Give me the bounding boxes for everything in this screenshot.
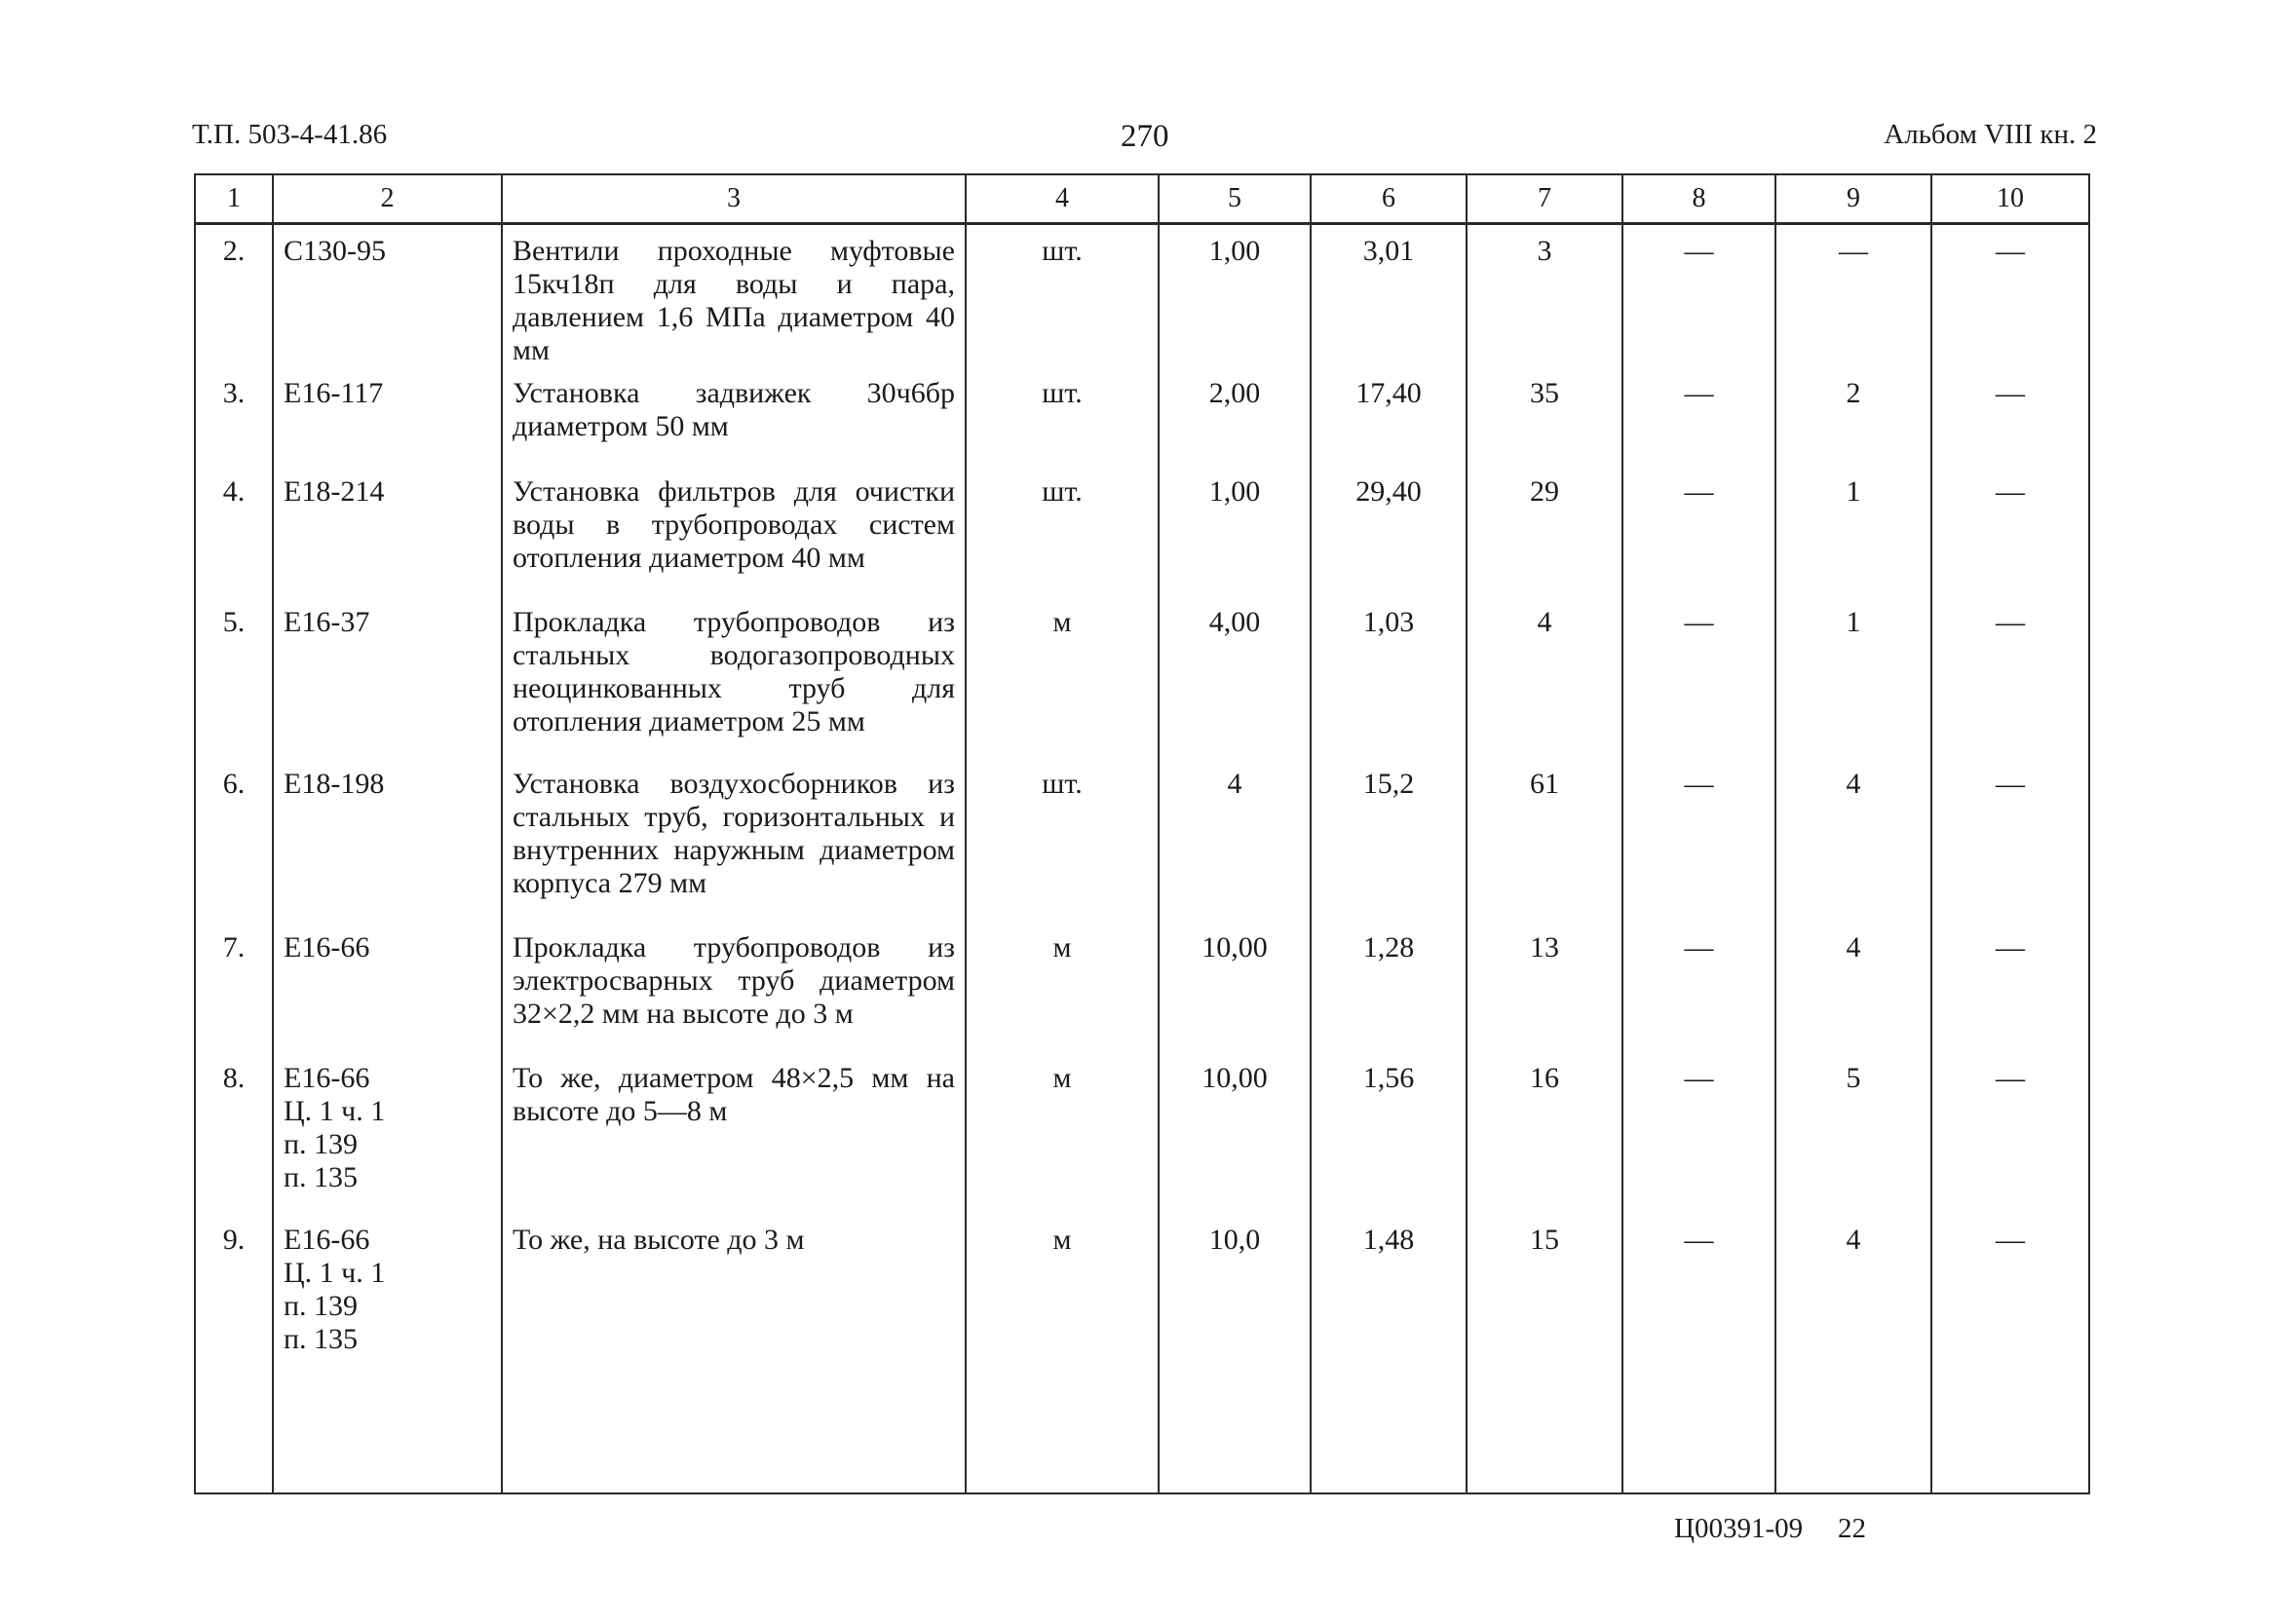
norm-code-line: Е18-198 (284, 768, 385, 800)
document-code: Т.П. 503-4-41.86 (192, 119, 388, 150)
norm-code-line: Е16-66 (284, 1224, 370, 1256)
column-header: 7 (1467, 174, 1622, 224)
table-row (195, 1052, 2089, 1214)
unit-of-measure: м (966, 922, 1159, 1052)
unit-of-measure: шт. (966, 758, 1159, 922)
norm-code (273, 367, 502, 466)
quantity-cell: 2,00 (1159, 367, 1311, 466)
unit-of-measure: м (966, 1052, 1159, 1214)
norm-code-line: С130-95 (284, 235, 386, 267)
work-description: Установка фильтров для очистки воды в трубопроводах систем отопления диаметром 40 мм (502, 466, 966, 596)
value-cell-10: — (1931, 367, 2089, 466)
value-cell-7: 16 (1467, 1052, 1622, 1214)
estimate-table (194, 173, 2090, 1494)
column-header: 4 (966, 174, 1159, 224)
value-cell-10: — (1931, 922, 2089, 1052)
norm-code-line: Е16-37 (284, 606, 370, 638)
value-cell-9: 4 (1775, 1214, 1931, 1493)
work-description: Прокладка трубопроводов из электросварных труб диаметром 32×2,2 мм на высоте до 3 м (502, 922, 966, 1052)
norm-code-line: п. 135 (284, 1323, 359, 1355)
work-description: Установка воздухосборников из стальных труб, горизонтальных и внутренних наружным диаметром корпуса 279 мм (502, 758, 966, 922)
norm-code-line: п. 135 (284, 1161, 359, 1193)
row-number: 3. (195, 367, 273, 466)
table-body (195, 224, 2089, 1494)
work-description: То же, на высоте до 3 м (502, 1214, 966, 1493)
quantity-cell: 1,00 (1159, 224, 1311, 368)
column-header: 9 (1775, 174, 1931, 224)
quantity-cell: 4 (1159, 758, 1311, 922)
table-row (195, 758, 2089, 922)
row-number: 2. (195, 224, 273, 368)
value-cell-8: — (1622, 922, 1775, 1052)
value-cell-8: — (1622, 1214, 1775, 1493)
value-cell-9: — (1775, 224, 1931, 368)
unit-of-measure: м (966, 1214, 1159, 1493)
table-row (195, 1214, 2089, 1493)
table-header (195, 174, 2089, 224)
quantity-cell: 10,0 (1159, 1214, 1311, 1493)
norm-code-line: п. 139 (284, 1128, 359, 1160)
value-cell-6: 17,40 (1311, 367, 1467, 466)
column-header: 3 (502, 174, 966, 224)
row-number: 8. (195, 1052, 273, 1214)
value-cell-6: 29,40 (1311, 466, 1467, 596)
value-cell-7: 4 (1467, 596, 1622, 758)
value-cell-10: — (1931, 224, 2089, 368)
column-header: 5 (1159, 174, 1311, 224)
norm-code (273, 466, 502, 596)
work-description: Вентили проходные муфтовые 15кч18п для воды и пара, давлением 1,6 МПа диаметром 40 мм (502, 224, 966, 368)
value-cell-7: 13 (1467, 922, 1622, 1052)
quantity-cell: 1,00 (1159, 466, 1311, 596)
value-cell-6: 1,03 (1311, 596, 1467, 758)
unit-of-measure: шт. (966, 466, 1159, 596)
footer-page-number: 22 (1838, 1513, 1866, 1544)
value-cell-7: 15 (1467, 1214, 1622, 1493)
work-description: Установка задвижек 30ч6бр диаметром 50 мм (502, 367, 966, 466)
value-cell-8: — (1622, 1052, 1775, 1214)
norm-code (273, 596, 502, 758)
row-number: 6. (195, 758, 273, 922)
value-cell-6: 3,01 (1311, 224, 1467, 368)
value-cell-10: — (1931, 466, 2089, 596)
norm-code-line: Е18-214 (284, 475, 385, 508)
value-cell-6: 1,56 (1311, 1052, 1467, 1214)
column-header: 2 (273, 174, 502, 224)
value-cell-10: — (1931, 596, 2089, 758)
quantity-cell: 10,00 (1159, 1052, 1311, 1214)
column-header: 8 (1622, 174, 1775, 224)
norm-code-line: Е16-117 (284, 377, 384, 409)
value-cell-9: 4 (1775, 758, 1931, 922)
value-cell-10: — (1931, 1214, 2089, 1493)
table-row (195, 922, 2089, 1052)
norm-code (273, 758, 502, 922)
table-row (195, 596, 2089, 758)
value-cell-8: — (1622, 596, 1775, 758)
norm-code-line: Ц. 1 ч. 1 (284, 1095, 386, 1127)
norm-code-line: Ц. 1 ч. 1 (284, 1257, 386, 1289)
value-cell-8: — (1622, 466, 1775, 596)
value-cell-7: 29 (1467, 466, 1622, 596)
norm-code (273, 224, 502, 368)
table-row (195, 224, 2089, 368)
value-cell-7: 61 (1467, 758, 1622, 922)
work-description: Прокладка трубопроводов из стальных водогазопроводных неоцинкованных труб для отопления диаметром 25 мм (502, 596, 966, 758)
value-cell-9: 2 (1775, 367, 1931, 466)
value-cell-8: — (1622, 758, 1775, 922)
column-header: 1 (195, 174, 273, 224)
row-number: 4. (195, 466, 273, 596)
quantity-cell: 10,00 (1159, 922, 1311, 1052)
norm-code-line: Е16-66 (284, 931, 370, 963)
norm-code (273, 922, 502, 1052)
column-number-row (195, 174, 2089, 224)
value-cell-6: 15,2 (1311, 758, 1467, 922)
row-number: 9. (195, 1214, 273, 1493)
row-number: 7. (195, 922, 273, 1052)
value-cell-8: — (1622, 367, 1775, 466)
table-row (195, 367, 2089, 466)
norm-code (273, 1052, 502, 1214)
norm-code-line: Е16-66 (284, 1062, 370, 1094)
value-cell-9: 1 (1775, 466, 1931, 596)
table-row (195, 466, 2089, 596)
value-cell-6: 1,48 (1311, 1214, 1467, 1493)
norm-code (273, 1214, 502, 1493)
unit-of-measure: шт. (966, 367, 1159, 466)
unit-of-measure: м (966, 596, 1159, 758)
work-description: То же, диаметром 48×2,5 мм на высоте до 5—8 м (502, 1052, 966, 1214)
value-cell-7: 35 (1467, 367, 1622, 466)
value-cell-10: — (1931, 1052, 2089, 1214)
row-number: 5. (195, 596, 273, 758)
value-cell-7: 3 (1467, 224, 1622, 368)
value-cell-9: 5 (1775, 1052, 1931, 1214)
norm-code-line: п. 139 (284, 1290, 359, 1322)
column-header: 10 (1931, 174, 2089, 224)
unit-of-measure: шт. (966, 224, 1159, 368)
quantity-cell: 4,00 (1159, 596, 1311, 758)
value-cell-10: — (1931, 758, 2089, 922)
page-number: 270 (1121, 119, 1169, 154)
footer-code: Ц00391-09 (1674, 1513, 1804, 1544)
album-label: Альбом VIII кн. 2 (1884, 119, 2097, 150)
value-cell-9: 4 (1775, 922, 1931, 1052)
value-cell-6: 1,28 (1311, 922, 1467, 1052)
value-cell-8: — (1622, 224, 1775, 368)
column-header: 6 (1311, 174, 1467, 224)
value-cell-9: 1 (1775, 596, 1931, 758)
